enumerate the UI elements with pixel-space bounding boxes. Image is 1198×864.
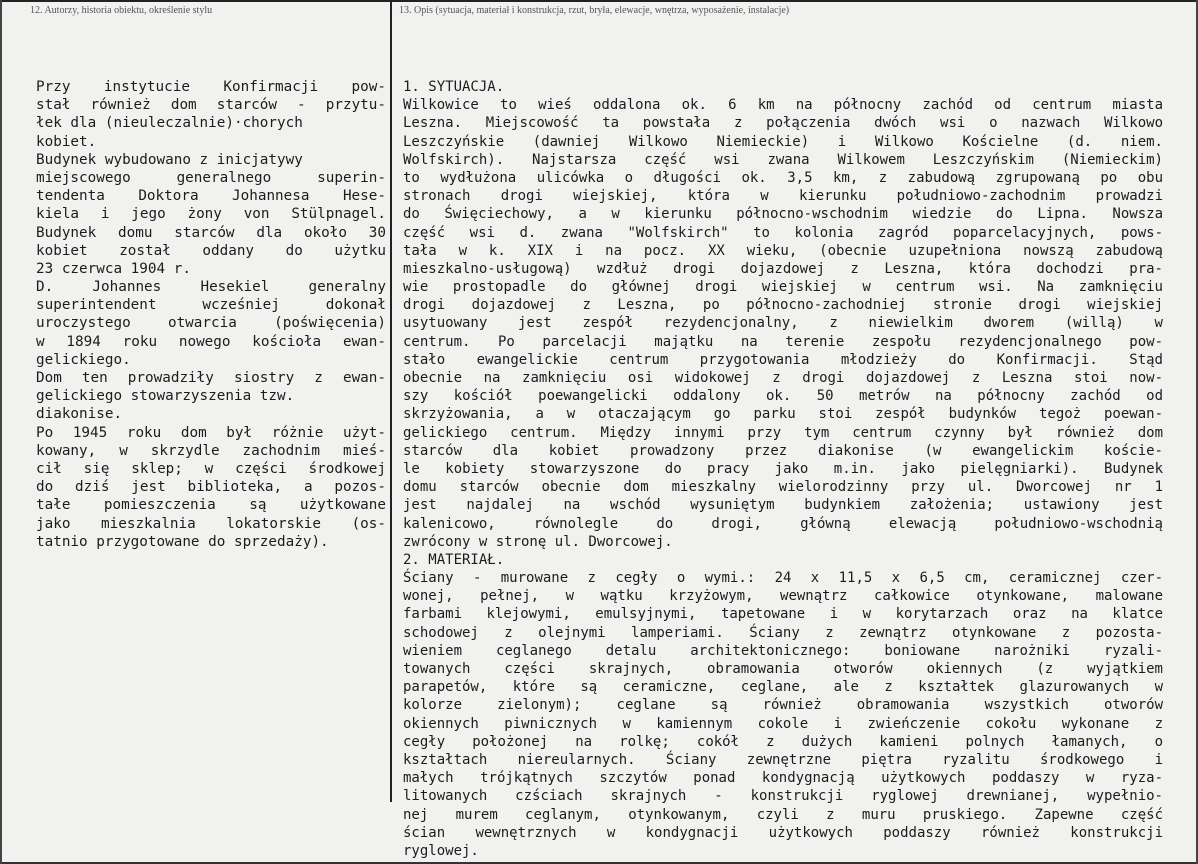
description-text-column [403, 78, 1163, 860]
text-line: tatnio przygotowane do sprzedaży). [36, 533, 329, 550]
text-line: łek dla (nieuleczalnie)·chorych [36, 115, 303, 132]
text-line: miejscowego generalnego superin- [36, 169, 386, 186]
text-line: Przy instytucie Konfirmacji pow- [36, 79, 386, 95]
history-text-column [36, 78, 386, 551]
text-line: wie prostopadle do głównej drogi wiejskiej w centrum wsi. Na zamknięciu [403, 279, 1163, 296]
text-line: jest najdalej na wschód wysuniętym budynkiem założenia; ustawiony jest [403, 497, 1163, 514]
text-line: do dziś jest biblioteka, a pozos- [36, 479, 386, 496]
text-line: diakonise. [36, 406, 123, 423]
text-line: kowany, w skrzydle zachodnim mieś- [36, 442, 386, 459]
text-line: Wilkowice to wieś oddalona ok. 6 km na północny zachód od centrum miasta [403, 97, 1163, 114]
text-line: zwrócony w stronę ul. Dworcowej. [403, 533, 673, 550]
text-line: do Święciechowy, a w kierunku północno-wschodnim wiedzie do Lipna. Nowsza [403, 206, 1163, 223]
text-line: Ściany - murowane z cegły o wymi.: 24 x 11,5 x 6,5 cm, ceramicznej czer- [403, 570, 1163, 587]
text-line: schodowej z olejnymi lamperiami. Ściany z zewnątrz otynkowane z pozosta- [403, 624, 1163, 641]
section-13-header: 13. Opis (sytuacja, materiał i konstrukcja, rzut, bryła, elewacje, wnętrza, wyposażenie, instalacje) [399, 5, 790, 16]
text-line: Dom ten prowadziły siostry z ewan- [36, 370, 386, 386]
text-line: drogi dojazdowej z Leszna, po północno-zachodniej stronie drogi wiejskiej [403, 297, 1163, 314]
text-line: tałe pomieszczenia są użytkowane [36, 497, 386, 514]
text-line: 23 czerwca 1904 r. [36, 260, 191, 277]
text-line: le kobiety stowarzyszone do pracy jako m.in. jako pielęgniarki). Budynek [403, 460, 1163, 477]
text-line: kalenicowo, równolegle do drogi, główną elewacją południowo-wschodnią [403, 515, 1163, 532]
text-line: jako mieszkalnia lokatorskie (os- [36, 515, 386, 532]
text-line: Budynek domu starców dla około 30 [36, 224, 386, 241]
text-line: mieszkalno-usługową) wzdłuż drogi dojazdowej z Leszna, która dochodzi pra- [403, 260, 1163, 277]
section-12-header: 12. Autorzy, historia obiektu, określenie stylu [30, 5, 213, 16]
text-line: to wydłużona ulicówka o długości ok. 3,5 km, z zabudową zgrupowaną po obu [403, 169, 1163, 186]
text-line: litowanych czściach skrajnych - konstrukcji ryglowej drewnianej, wypełnio- [403, 788, 1163, 805]
text-line: ryglowej. [403, 842, 479, 859]
text-line: D. Johannes Hesekiel generalny [36, 279, 386, 296]
text-line: 1. SYTUACJA. [403, 79, 505, 95]
text-line: stało ewangelickie centrum przygotowania młodzieży do Konfirmacji. Stąd [403, 351, 1163, 368]
text-line: tała w k. XIX i na pocz. XX wieku, (obecnie uzupełniona nowszą zabudową [403, 242, 1163, 259]
text-line: w 1894 roku nowego kościoła ewan- [36, 333, 386, 350]
text-line: superintendent wcześniej dokonał [36, 297, 386, 314]
text-line: kobiet został oddany do użytku [36, 242, 386, 259]
text-line: kiela i jego żony von Stülpnagel. [36, 206, 386, 223]
text-line: ścian wewnętrznych w kondygnacji użytkowych poddaszy również konstrukcji [403, 824, 1163, 841]
text-line: gelickiego centrum. Między innymi przy tym centrum czynny był również dom [403, 424, 1163, 441]
text-line: towanych części skrajnych, obramowania otworów okiennych (z wyjątkiem [403, 661, 1163, 677]
text-line: farbami klejowymi, emulsyjnymi, tapetowane i w korytarzach oraz na klatce [403, 606, 1163, 623]
text-line: gelickiego stowarzyszenia tzw. [36, 388, 295, 405]
text-line: stronach drogi wiejskiej, która w kierunku południowo-zachodnim prowadzi [403, 188, 1163, 205]
text-line: wieniem ceglanego detalu architektonicznego: boniowane narożniki ryzali- [403, 642, 1163, 659]
text-line: parapetów, które są ceramiczne, ceglane, ale z kształtek glazurowanych w [403, 679, 1163, 696]
text-line: okiennych piwnicznych w kamiennym cokole i zwieńczenie cokołu wykonane z [403, 715, 1163, 732]
text-line: cił się sklep; w części środkowej [36, 460, 386, 477]
text-line: usytuowany jest zespół rezydencjonalny, z niewielkim dworem (willą) w [403, 315, 1163, 332]
text-line: centrum. Po parcelacji majątku na terenie zespołu rezydencjonalnego pow- [403, 333, 1163, 350]
text-line: kobiet. [36, 133, 97, 150]
text-line: obecnie na zamknięciu osi widokowej z drogi dojazdowej z Leszna stoi now- [403, 370, 1163, 386]
text-line: nej murem ceglanym, otynkowanym, czyli z muru pruskiego. Zapewne część [403, 806, 1163, 823]
text-line: gelickiego. [36, 351, 131, 368]
text-line: Budynek wybudowano z inicjatywy [36, 151, 303, 168]
text-line: starców dla kobiet prowadzony przez diakonise (w ewangelickim koście- [403, 442, 1163, 459]
text-line: stał również dom starców - przytu- [36, 97, 386, 114]
text-line: kształtach niereularnych. Ściany zewnętrzne piętra ryzalitu środkowego i [403, 751, 1163, 768]
text-line: uroczystego otwarcia (poświęcenia) [36, 315, 386, 332]
text-line: cegły położonej na rolkę; cokół z dużych kamieni polnych łamanych, o [403, 733, 1163, 750]
text-line: tendenta Doktora Johannesa Hese- [36, 188, 386, 205]
text-line: wonej, pełnej, w wątku krzyżowym, wewnątrz całkowice otynkowane, malowane [403, 588, 1163, 605]
text-line: domu starców obecnie dom mieszkalny wielorodzinny przy ul. Dworcowej nr 1 [403, 479, 1163, 496]
text-line: część wsi d. zwana "Wolfskirch" to kolonia zagród poparcelacyjnych, pows- [403, 224, 1163, 241]
text-line: małych trójkątnych szczytów ponad kondygnacją użytkowych poddaszy w ryza- [403, 770, 1163, 787]
page-border-top [0, 0, 1198, 2]
column-divider [390, 2, 392, 802]
page-border-left [0, 0, 2, 864]
text-line: Po 1945 roku dom był różnie użyt- [36, 424, 386, 441]
text-line: 2. MATERIAŁ. [403, 551, 505, 568]
text-line: szy kościół poewangelicki oddalony ok. 50 metrów na północny zachód od [403, 388, 1163, 405]
text-line: skrzyżowania, a w otaczającym go parku stoi zespół budynków tegoż poewan- [403, 406, 1163, 423]
text-line: Leszczyńskie (dawniej Wilkowo Niemieckie) i Wilkowo Kościelne (d. niem. [403, 133, 1163, 150]
text-line: Wolfskirch). Najstarsza część wsi zwana Wilkowem Leszczyńskim (Niemieckim) [403, 151, 1163, 168]
text-line: kolorze zielonym); ceglane są również obramowania wszystkich otworów [403, 697, 1163, 714]
text-line: Leszna. Miejscowość ta powstała z połączenia dwóch wsi o nazwach Wilkowo [403, 115, 1163, 132]
